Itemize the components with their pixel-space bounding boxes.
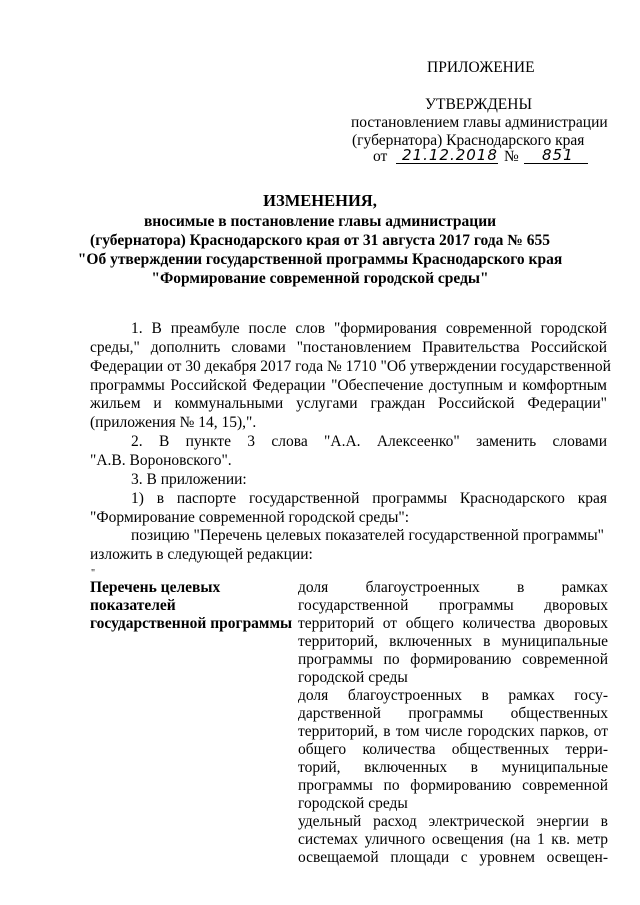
title-subline: (губернатора) Краснодарского края от 31 августа 2017 года № 655 xyxy=(90,232,550,249)
body-line: Федерации от 30 декабря 2017 года № 1710 "Об утверждении государственной xyxy=(90,358,611,375)
position-value-line: программы по формированию современной xyxy=(298,777,608,794)
position-value-line: доля благоустроенных в рамках xyxy=(298,579,608,596)
position-value-line: освещаемой площади с уровнем освещен- xyxy=(298,849,608,866)
approved-by-line: (губернатора) Краснодарского края xyxy=(352,132,585,149)
body-line: 1) в паспорте государственной программы Краснодарского края xyxy=(131,490,607,507)
body-line: программы Российской Федерации "Обеспечение доступным и комфортным xyxy=(90,377,607,394)
body-line: 3. В приложении: xyxy=(131,471,247,488)
body-line: "А.В. Вороновского". xyxy=(90,452,232,469)
title-subline: "Об утверждении государственной программы Краснодарского края xyxy=(77,251,563,268)
body-line: 2. В пункте 3 слова "А.А. Алексеенко" заменить словами xyxy=(131,433,607,450)
number-underline xyxy=(524,163,588,164)
position-value-line: системах уличного освещения (на 1 кв. метр xyxy=(298,831,608,848)
body-line: позицию "Перечень целевых показателей государственной программы" xyxy=(131,527,604,544)
title-subline: "Формирование современной городской среды" xyxy=(151,270,489,287)
approved-by-line: постановлением главы администрации xyxy=(351,114,608,131)
body-line: "Формирование современной городской среды": xyxy=(90,509,409,526)
handwritten-number: 851 xyxy=(542,146,574,164)
position-value-line: государственной программы дворовых xyxy=(298,597,608,614)
document-title: ИЗМЕНЕНИЯ, xyxy=(263,191,377,210)
approved-label: УТВЕРЖДЕНЫ xyxy=(425,96,532,113)
position-value-line: программы по формированию современной xyxy=(298,651,608,668)
date-underline xyxy=(396,163,498,164)
position-value-line: городской среды xyxy=(298,669,408,686)
position-value-line: дарственной программы общественных xyxy=(298,705,608,722)
date-prefix: от xyxy=(373,148,388,165)
number-sign: № xyxy=(504,148,519,165)
position-value-line: территорий, включенных в муниципальные xyxy=(298,633,608,650)
open-quote: " xyxy=(91,568,96,579)
position-value-line: доля благоустроенных в рамках госу- xyxy=(298,687,608,704)
body-line: среды," дополнить словами "постановлением Правительства Российской xyxy=(90,339,607,356)
position-value-line: удельный расход электрической энергии в xyxy=(298,813,608,830)
body-line: 1. В преамбуле после слов "формирования современной городской xyxy=(131,320,607,337)
position-value-line: территорий, в том числе городских парков, от xyxy=(298,723,608,740)
position-value-line: городской среды xyxy=(298,795,408,812)
position-value-line: территорий от общего количества дворовых xyxy=(298,615,608,632)
appendix-label: ПРИЛОЖЕНИЕ xyxy=(427,59,535,76)
body-line: (приложения № 14, 15),". xyxy=(90,414,257,431)
title-subline: вносимые в постановление главы администрации xyxy=(143,213,497,230)
body-line: изложить в следующей редакции: xyxy=(90,546,313,563)
position-value-line: общего количества общественных терри- xyxy=(298,741,608,758)
position-label: показателей xyxy=(90,597,176,614)
position-value-line: торий, включенных в муниципальные xyxy=(298,759,608,776)
position-label: государственной программы xyxy=(90,615,293,632)
position-label: Перечень целевых xyxy=(90,579,221,596)
handwritten-date: 21.12.2018 xyxy=(402,146,498,164)
body-line: жильем и коммунальными услугами граждан Российской Федерации" xyxy=(90,395,607,412)
